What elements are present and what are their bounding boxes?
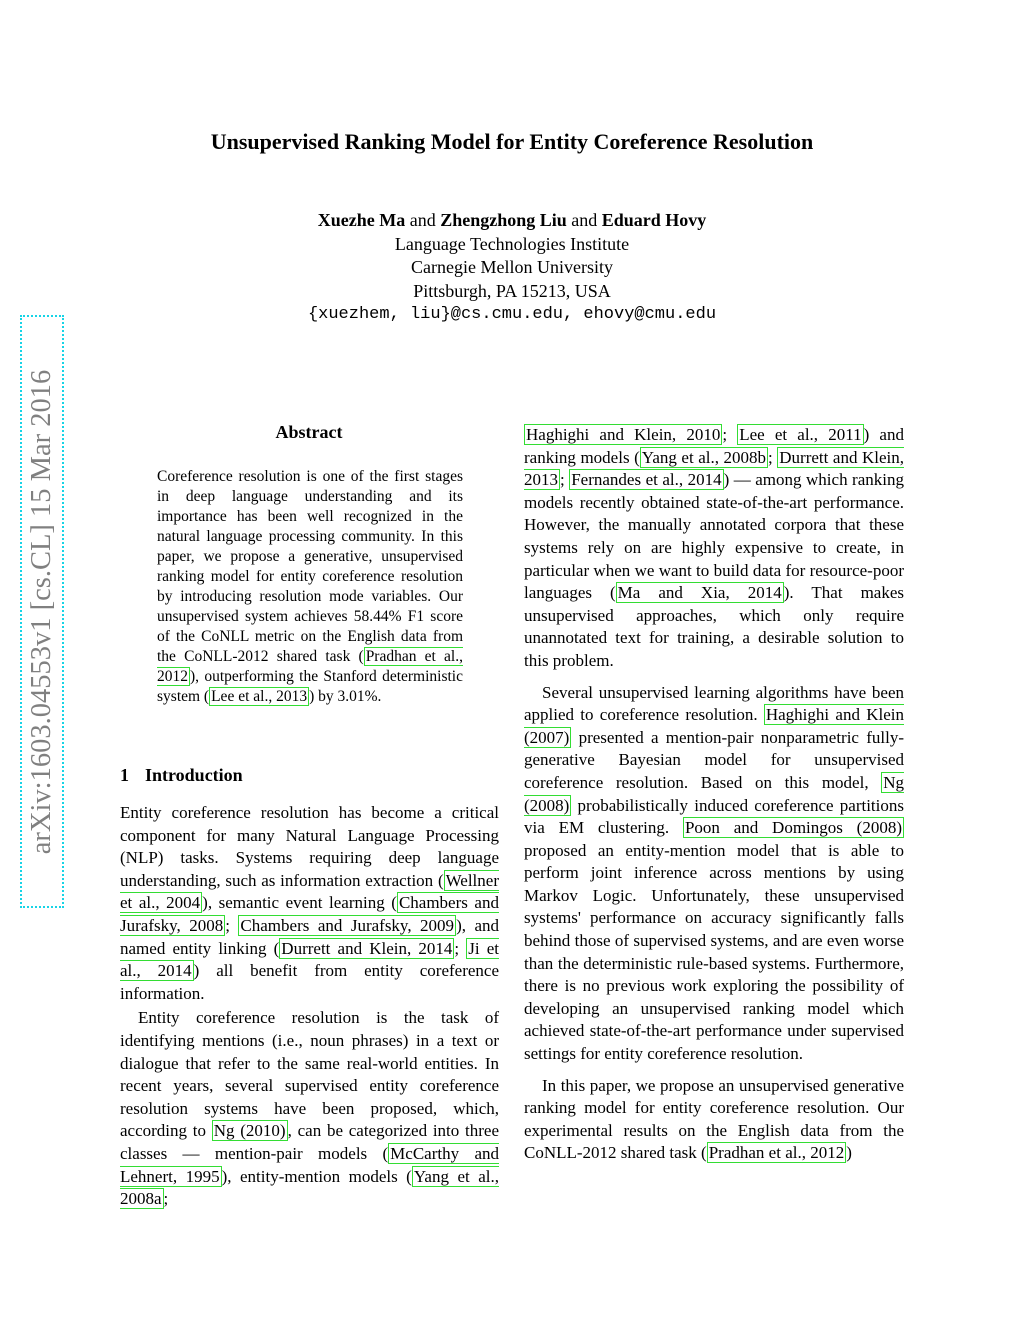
text: Entity coreference resolution is the task of identifying mentions (i.e., noun phrases) in a text or dialogue that refer to the same real-world entities. In recent years, several supervised entity coreference resolution systems have been proposed, which, according to xyxy=(120,1008,499,1141)
citation-link[interactable]: Pradhan et al., 2012 xyxy=(157,648,463,685)
text: ; xyxy=(560,470,570,490)
text: Coreference resolution is one of the first stages in deep language understanding and its importance has been well recognized in the natural language processing community. In this paper, we propose a generative, unsupervised ranking model for entity coreference resolution by introducing resolution mode variables. Our unsupervised system achieves 58.44% F1 score of the CoNLL metric on the English data from the CoNLL-2012 shared task ( xyxy=(157,468,463,665)
text: ; xyxy=(163,1189,169,1209)
section-heading-introduction xyxy=(120,765,243,786)
author-line xyxy=(0,209,1024,233)
text: ) — among which ranking models recently obtained state-of-the-art performance. However, the manually annotated corpora that these systems rely on are highly expensive to create, in particular when we want to build data for resource-poor languages ( xyxy=(524,470,904,603)
text: ). That makes unsupervised approaches, which only require unannotated text for training, a desirable solution to this problem. xyxy=(524,583,905,670)
citation-link[interactable]: Lee et al., 2011 xyxy=(739,425,862,444)
text: ; xyxy=(722,425,738,444)
section-number: 1 xyxy=(120,765,129,785)
text: ), outperforming the Stanford deterministic system ( xyxy=(157,668,463,705)
text: ; xyxy=(768,447,778,467)
affiliation-institute: Language Technologies Institute xyxy=(394,233,630,254)
paragraph xyxy=(524,682,904,1066)
text: , can be categorized into three classes — mention-pair models ( xyxy=(120,1121,499,1163)
abstract-heading: Abstract xyxy=(275,422,343,442)
affiliation-address: Pittsburgh, PA 15213, USA xyxy=(413,280,611,301)
text: ) all benefit from entity coreference information. xyxy=(120,961,499,1003)
affiliation-university: Carnegie Mellon University xyxy=(411,257,613,277)
citation-link[interactable]: Yang et al., 2008a xyxy=(120,1166,499,1209)
arxiv-stamp-text: arXiv:1603.04553v1 [cs.CL] 15 Mar 2016 xyxy=(26,369,57,854)
citation-link[interactable]: Ng (2010) xyxy=(213,1121,286,1141)
author-name: Xuezhe Ma xyxy=(317,210,406,230)
text: ) xyxy=(846,1143,852,1163)
text: Several unsupervised learning algorithms have been applied to coreference resolution. xyxy=(524,682,904,725)
text: ), entity-mention models ( xyxy=(221,1166,412,1186)
citation-link[interactable]: Haghighi and Klein, 2010 xyxy=(526,425,721,444)
arxiv-stamp-link[interactable] xyxy=(20,315,64,908)
author-emails: {xuezhem, liu}@cs.cmu.edu, ehovy@cmu.edu xyxy=(307,305,717,324)
paper-title: Unsupervised Ranking Model for Entity Coreference Resolution xyxy=(210,129,814,154)
citation-link[interactable]: Wellner et al., 2004 xyxy=(120,870,499,913)
author-name: Zhengzhong Liu xyxy=(440,210,567,230)
citation-link[interactable]: Durrett and Klein, 2013 xyxy=(524,447,904,490)
section-title: Introduction xyxy=(145,765,243,785)
text: ; xyxy=(225,915,239,935)
text: ), semantic event learning ( xyxy=(202,893,397,913)
citation-link[interactable]: Poon and Domingos (2008) xyxy=(684,818,902,838)
text: ) by 3.01%. xyxy=(309,688,382,705)
paragraph xyxy=(524,1075,904,1165)
author-block xyxy=(0,209,1024,327)
author-conjunction: and xyxy=(409,210,436,230)
left-column-body xyxy=(120,802,499,1211)
text: ) and ranking models ( xyxy=(524,425,904,467)
citation-link[interactable]: Lee et al., 2013 xyxy=(211,688,308,705)
citation-link[interactable]: McCarthy and Lehnert, 1995 xyxy=(120,1143,499,1186)
paragraph xyxy=(120,1007,499,1210)
citation-link[interactable]: Durrett and Klein, 2014 xyxy=(281,938,453,958)
citation-link[interactable]: Ng (2008) xyxy=(524,772,904,815)
abstract-body xyxy=(157,467,463,707)
text: ; xyxy=(454,938,467,958)
text: Entity coreference resolution has become a critical component for many Natural Language Processing (NLP) tasks. Systems requiring deep language understanding, such as information extraction ( xyxy=(120,803,499,890)
citation-link[interactable]: Ma and Xia, 2014 xyxy=(617,583,782,603)
text: probabilistically induced coreference partitions via EM clustering. xyxy=(524,795,904,838)
text: presented a mention-pair nonparametric fully-generative Bayesian model for unsupervised coreference resolution. Based on this model, xyxy=(524,727,904,792)
author-conjunction: and xyxy=(571,210,598,230)
citation-link[interactable]: Yang et al., 2008b xyxy=(641,447,767,467)
right-column-body xyxy=(524,424,904,1165)
citation-link[interactable]: Ji et al., 2014 xyxy=(120,938,500,981)
paragraph-continued xyxy=(524,424,904,673)
text: In this paper, we propose an unsupervised generative ranking model for entity coreference resolution. Our experimental results on the English data from the CoNLL-2012 shared task ( xyxy=(524,1075,904,1163)
citation-link[interactable]: Fernandes et al., 2014 xyxy=(571,470,722,490)
paragraph xyxy=(120,802,499,1005)
author-name: Eduard Hovy xyxy=(601,210,707,230)
citation-link[interactable]: Chambers and Jurafsky, 2009 xyxy=(240,915,455,935)
citation-link[interactable]: Chambers and Jurafsky, 2008 xyxy=(120,893,499,935)
citation-link[interactable]: Haghighi and Klein (2007) xyxy=(524,705,904,747)
text: ), and named entity linking ( xyxy=(120,915,499,958)
text: proposed an entity-mention model that is able to perform joint inference across mentions by using Markov Logic. Unfortunately, these unsupervised systems' performance on accuracy significantly falls behind those of supervised systems, and are even worse than the deterministic rule-based systems. Furthermore, there is no previous work exploring the possibility of developing an unsupervised ranking model which achieved state-of-the-art performance under supervised settings for entity coreference resolution. xyxy=(524,840,904,1064)
citation-link[interactable]: Pradhan et al., 2012 xyxy=(708,1143,845,1163)
